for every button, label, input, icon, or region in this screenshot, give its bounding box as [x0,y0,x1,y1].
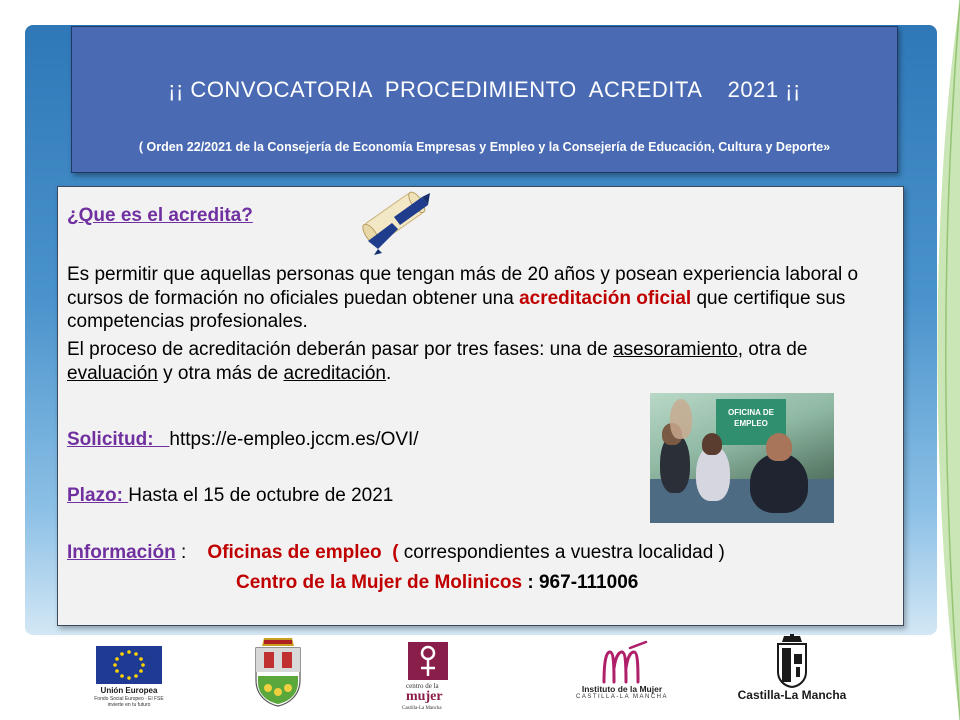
eu-caption: Unión Europea [100,686,158,695]
solicitud-url[interactable]: https://e-empleo.jccm.es/OVI/ [169,429,419,450]
plazo-value: Hasta el 15 de octubre de 2021 [128,485,394,506]
castilla-la-mancha-crest-icon [772,634,812,688]
solicitud-line [67,429,419,451]
centro-mujer-logo [396,636,460,714]
decorative-swoosh [920,0,960,720]
process-text-1: El proceso de acreditación deberán pasar por tres fases: una de [67,339,614,360]
plazo-label: Plazo: [67,485,129,506]
centro-line [236,572,638,594]
centro-mujer-symbol-icon [408,642,448,680]
page-subtitle: ( Orden 22/2021 de la Consejería de Economía Empresas y Empleo y la Consejería de Educación, Cultura y Deporte» [138,140,831,154]
plazo-line [67,485,393,507]
title-box [71,26,898,173]
oficinas-label: Oficinas de empleo ( [207,542,399,563]
photo-person [670,399,692,439]
content-box [57,186,904,626]
castilla-la-mancha-text: Castilla-La Mancha [737,688,847,702]
intro-text-1: Es permitir que aquellas personas que tengan más de 20 años y posean experiencia laboral o cursos de formación no oficiales puedan obtener una [67,264,859,309]
municipal-shield-icon [250,636,306,708]
process-text-2: , otra de [737,339,808,360]
informacion-separator: : [175,542,208,563]
eu-stars-icon [96,646,162,684]
centro-label: Centro de la Mujer de Molinicos [236,572,523,593]
phase-acreditacion: acreditación [283,362,386,384]
centro-mujer-text-3: Castilla-La Mancha [402,706,442,711]
photo-person-head [702,433,722,455]
photo-person [750,453,808,513]
phase-evaluacion: evaluación [67,362,158,384]
intro-highlight: acreditación oficial [519,287,692,309]
process-paragraph [67,338,887,385]
informacion-label: Información [67,542,176,563]
intro-paragraph [67,263,887,334]
intro-text-2: que certifique sus competencias profesionales. [67,287,846,332]
employment-office-photo [650,393,834,523]
informacion-line [67,542,725,564]
footer-logos [0,632,960,720]
eu-small-caption: Fondo Social Europeo · El FSE invierte en tu futuro [94,696,164,708]
oficinas-detail: correspondientes a vuestra localidad ) [398,542,725,563]
centro-mujer-text-2: mujer [406,689,443,704]
centro-phone: : 967-111006 [522,572,639,593]
instituto-mujer-name: Instituto de la Mujer [581,684,663,694]
centro-mujer-text-1: centro de la [406,682,439,690]
instituto-mujer-region: CASTILLA-LA MANCHA [575,694,669,700]
photo-person-head [766,433,792,461]
question-label: ¿Que es el acredita? [67,205,253,226]
phase-asesoramiento: asesoramiento [613,339,738,360]
photo-sign: OFICINA DE EMPLEO [716,399,786,445]
diploma-scroll-icon [348,183,438,255]
page-title: ¡¡ CONVOCATORIA PROCEDIMIENTO ACREDITA 2021 ¡¡ [168,77,801,102]
process-text-3: y otra más de [157,362,284,384]
question-heading [67,205,253,227]
solicitud-label: Solicitud: [67,429,170,450]
process-text-4: . [385,362,392,384]
eu-flag-logo [96,646,162,684]
